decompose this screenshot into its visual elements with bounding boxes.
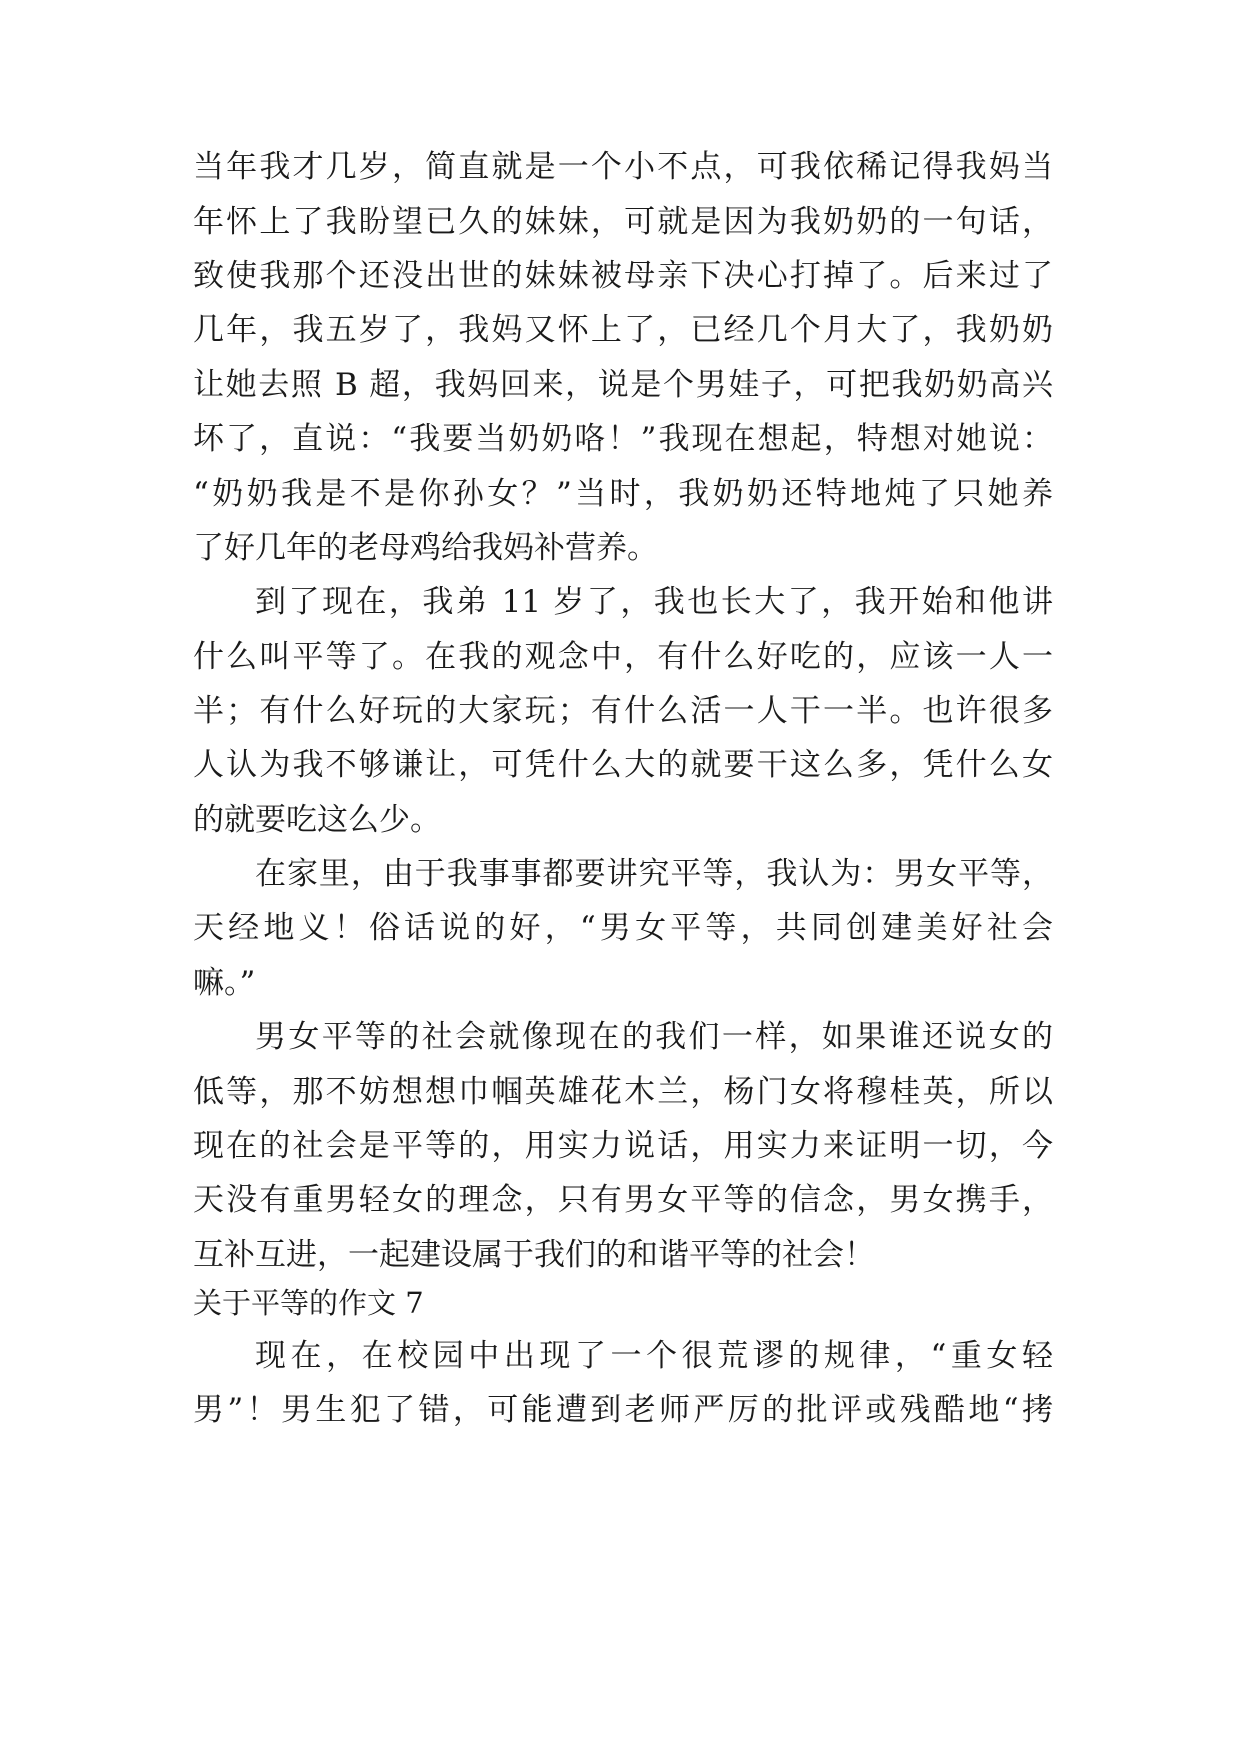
text-line: 天经地义！俗话说的好，“男女平等，共同创建美好社会 xyxy=(193,910,1053,946)
text-line: 的就要吃这么少。 xyxy=(193,802,441,838)
paragraph-first-line: 男女平等的社会就像现在的我们一样，如果谁还说女的 xyxy=(255,1019,1053,1055)
text-line: 半；有什么好玩的大家玩；有什么活一人干一半。也许很多 xyxy=(193,693,1053,729)
text-line: 低等，那不妨想想巾帼英雄花木兰，杨门女将穆桂英，所以 xyxy=(193,1074,1053,1110)
text-line: 了好几年的老母鸡给我妈补营养。 xyxy=(193,530,658,566)
text-line: 现在的社会是平等的，用实力说话，用实力来证明一切，今 xyxy=(193,1128,1053,1164)
text-line: 年怀上了我盼望已久的妹妹，可就是因为我奶奶的一句话， xyxy=(193,204,1053,240)
paragraph-first-line: 现在，在校园中出现了一个很荒谬的规律，“重女轻 xyxy=(255,1338,1053,1374)
text-line: 坏了，直说：“我要当奶奶咯！”我现在想起，特想对她说： xyxy=(193,421,1053,457)
text-line: 人认为我不够谦让，可凭什么大的就要干这么多，凭什么女 xyxy=(193,747,1053,783)
paragraph-first-line: 到了现在，我弟 11 岁了，我也长大了，我开始和他讲 xyxy=(255,584,1053,620)
text-line: 几年，我五岁了，我妈又怀上了，已经几个月大了，我奶奶 xyxy=(193,312,1053,348)
paragraph-first-line: 在家里，由于我事事都要讲究平等，我认为：男女平等， xyxy=(255,856,1053,892)
text-line: 什么叫平等了。在我的观念中，有什么好吃的，应该一人一 xyxy=(193,639,1053,675)
text-line: 互补互进，一起建设属于我们的和谐平等的社会！ xyxy=(193,1237,875,1273)
text-line: “奶奶我是不是你孙女？”当时，我奶奶还特地炖了只她养 xyxy=(193,476,1053,512)
text-line: 致使我那个还没出世的妹妹被母亲下决心打掉了。后来过了 xyxy=(193,258,1053,294)
text-line: 让她去照 B 超，我妈回来，说是个男娃子，可把我奶奶高兴 xyxy=(193,367,1053,403)
section-heading: 关于平等的作文 7 xyxy=(193,1286,424,1320)
text-line: 男”！男生犯了错，可能遭到老师严厉的批评或残酷地“拷 xyxy=(193,1392,1053,1428)
text-line: 当年我才几岁，简直就是一个小不点，可我依稀记得我妈当 xyxy=(193,149,1053,185)
text-line: 天没有重男轻女的理念，只有男女平等的信念，男女携手， xyxy=(193,1182,1053,1218)
text-line: 嘛。” xyxy=(193,965,256,1001)
